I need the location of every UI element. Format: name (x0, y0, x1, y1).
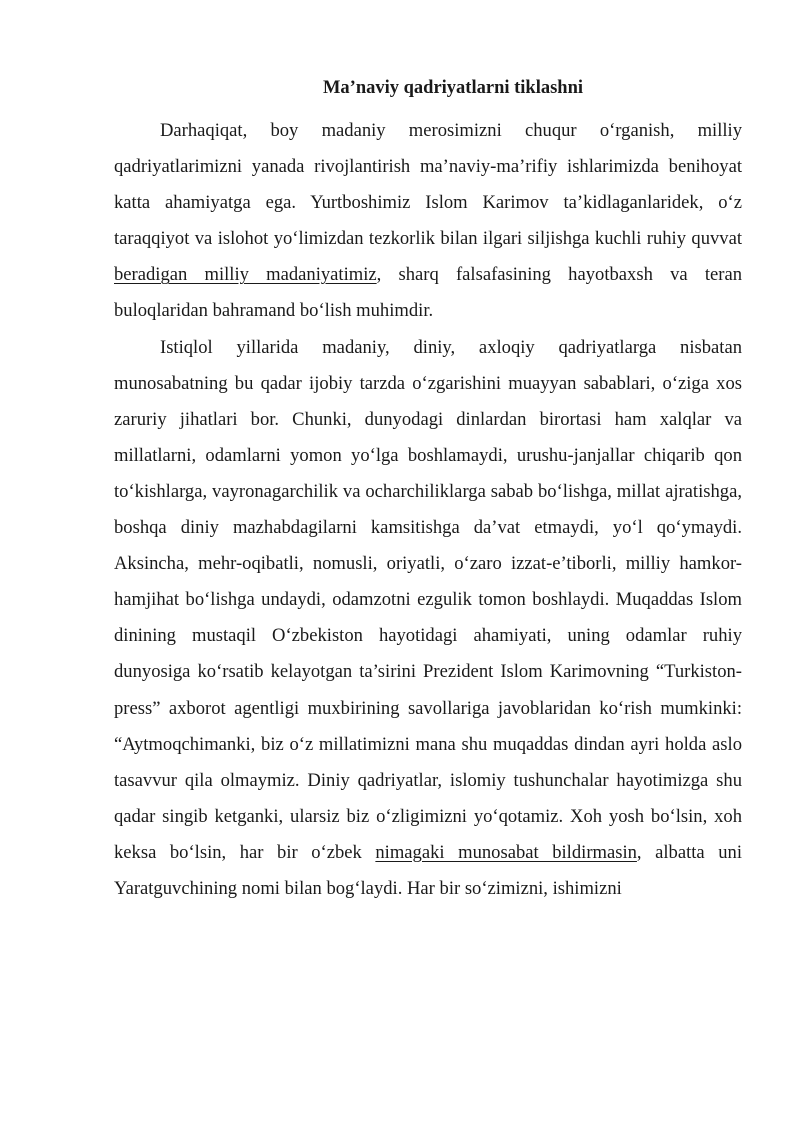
paragraph-1-text-start: Darhaqiqat, boy madaniy merosimizni chuqur o‘rganish, milliy qadriyatlarimizni yanada rivojlantirish ma’naviy-ma’rifiy ishlarimizda benihoyat katta ahamiyatga ega. Yurtboshimiz Islom Karimov ta’kidlaganlaridek, o‘z taraqqiyot va islohot yo‘limizdan tezkorlik bilan ilgari siljishga kuchli ruhiy quvvat (114, 120, 742, 250)
paragraph-2 (114, 330, 742, 908)
paragraph-1 (114, 113, 742, 330)
document-body (114, 113, 742, 907)
paragraph-1-text-end: , sharq falsafasining hayotbaxsh va teran buloqlaridan bahramand bo‘lish muhimdir. (114, 264, 742, 322)
paragraph-2-underlined-phrase: nimagaki munosabat bildirmasin (375, 841, 637, 863)
paragraph-2-text-end: , albatta uni Yaratguvchining nomi bilan bog‘laydi. Har bir so‘zimizni, ishimizni (114, 841, 742, 899)
document-title: Ma’naviy qadriyatlarni tiklashni (322, 78, 584, 98)
paragraph-1-underlined-phrase: beradigan milliy madaniyatimiz (114, 264, 377, 286)
paragraph-2-text-start: Istiqlol yillarida madaniy, diniy, axloqiy qadriyatlarga nisbatan munosabatning bu qadar ijobiy tarzda o‘zgarishini muayyan sabablari, o‘ziga xos zaruriy jihatlari bor. Chunki, dunyodagi dinlardan birortasi ham xalqlar va millatlarni, odamlarni yomon yo‘lga boshlamaydi, urushu-janjallar chiqarib qon to‘kishlarga, vayronagarchilik va ocharchiliklarga sabab bo‘lishga, millat ajratishga, boshqa diniy mazhabdagilarni kamsitishga da’vat etmaydi, yo‘l qo‘ymaydi. Aksincha, mehr-oqibatli, nomusli, oriyatli, o‘zaro izzat-e’tiborli, milliy hamkor-hamjihat bo‘lishga undaydi, odamzotni ezgulik tomon boshlaydi. Muqaddas Islom dinining mustaqil O‘zbekiston hayotidagi ahamiyati, uning odamlar ruhiy dunyosiga ko‘rsatib kelayotgan ta’sirini Prezident Islom Karimovning “Turkiston-press” axborot agentligi muxbirining savollariga javoblaridan ko‘rish mumkinki: “Aytmoqchimanki, biz o‘z millatimizni mana shu muqaddas dindan ayri holda aslo tasavvur qila olmaymiz. Diniy qadriyatlar, islomiy tushunchalar hayotimizga shu qadar singib ketganki, ularsiz biz o‘zligimizni yo‘qotamiz. Xoh yosh bo‘lsin, xoh keksa bo‘lsin, har bir o‘zbek (114, 336, 742, 863)
